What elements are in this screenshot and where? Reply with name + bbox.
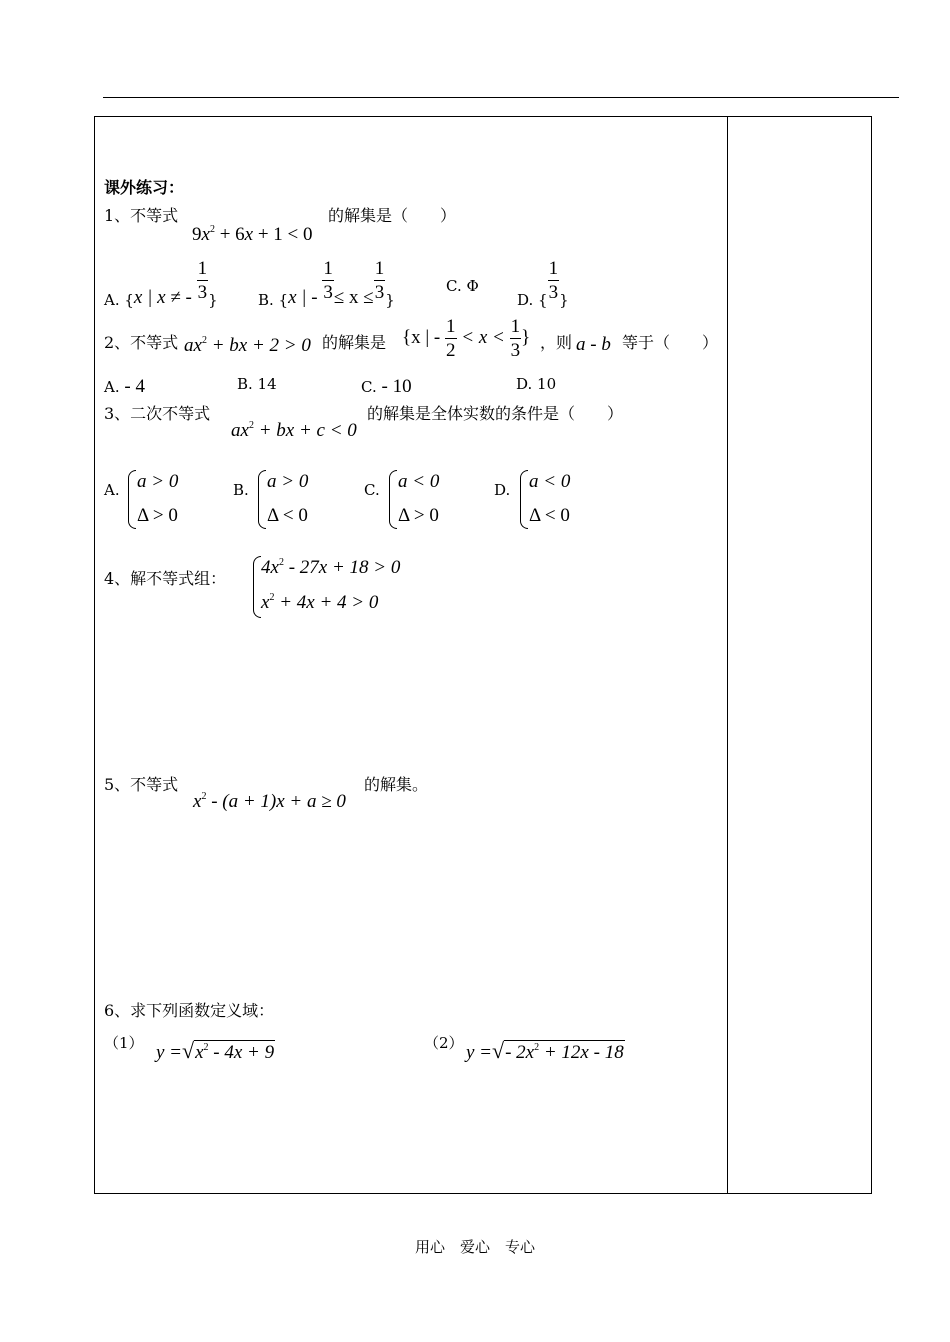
q3-suffix: 的解集是全体实数的条件是（ ） (367, 404, 624, 423)
brace (128, 470, 136, 529)
q3-label: 3、二次不等式 (104, 404, 211, 423)
q6-part1-label: （1） (104, 1034, 144, 1052)
page-footer: 用心 爱心 专心 (414, 1238, 535, 1256)
q2-then: ，则 (540, 333, 573, 352)
q2-middle: 的解集是 (322, 333, 387, 352)
column-divider (727, 116, 728, 1194)
header-rule (103, 97, 899, 98)
q1-option-b: B. {x | - $\frac{1}{3}$ ≤ x ≤ $\frac{1}{3}$ } (258, 258, 395, 309)
q2-option-a: A. - 4 (104, 376, 145, 397)
q5-suffix: 的解集。 (364, 775, 429, 794)
q1-option-c: C. Φ (446, 277, 479, 295)
q4-label: 4、解不等式组： (104, 569, 227, 588)
sqrt-icon: √ (182, 1038, 195, 1063)
q4-brace (253, 556, 261, 618)
q2-option-c: C. - 10 (361, 376, 412, 397)
section-title: 课外练习： (104, 178, 185, 197)
q6-label: 6、求下列函数定义域： (104, 1001, 275, 1020)
q3-inequality: $ax^2$ + bx + c < 0 (231, 420, 357, 441)
sqrt-icon: √ (492, 1038, 505, 1063)
q2-solution-set: {x | - $\frac{1}{2}$ < x < $\frac{1}{3}$ } (402, 316, 531, 361)
q5-inequality: $x^2 - (a + 1)x + a \ge 0$ (193, 791, 346, 812)
q2-option-b: B. 14 (237, 375, 277, 393)
q2-option-d: D. 10 (516, 375, 557, 393)
brace (520, 470, 528, 529)
q5-label: 5、不等式 (104, 775, 179, 794)
q4-line2: $x^2 + 4x + 4 > 0$ (261, 592, 379, 613)
q6-part2-label: （2） (424, 1034, 464, 1052)
q2-expr: a - b (576, 334, 611, 355)
q4-line1: $4x^2 - 27x + 18 > 0$ (261, 557, 401, 578)
q1-suffix: 的解集是（ ） (328, 206, 457, 225)
q1-option-d: D. { $\frac{1}{3}$ } (517, 258, 569, 309)
q2-tail: 等于（ ） (622, 333, 719, 352)
q6-part1-formula: $y =√x^2 - 4x + 9$ (156, 1038, 275, 1063)
brace (258, 470, 266, 529)
q1-label: 1、不等式 (104, 206, 179, 225)
q1-inequality: $9x^2 + 6x + 1 < 0$ (192, 224, 313, 245)
q6-part2-formula: y =√- $2x^2 + 12x - 18$ (466, 1038, 624, 1063)
q1-option-a: A. {x | x ≠ - $\frac{1}{3}$ } (104, 258, 218, 309)
brace (389, 470, 397, 529)
q2-label: 2、不等式 (104, 333, 179, 352)
q2-inequality: $ax^2$ + bx + 2 > 0 (184, 335, 311, 356)
